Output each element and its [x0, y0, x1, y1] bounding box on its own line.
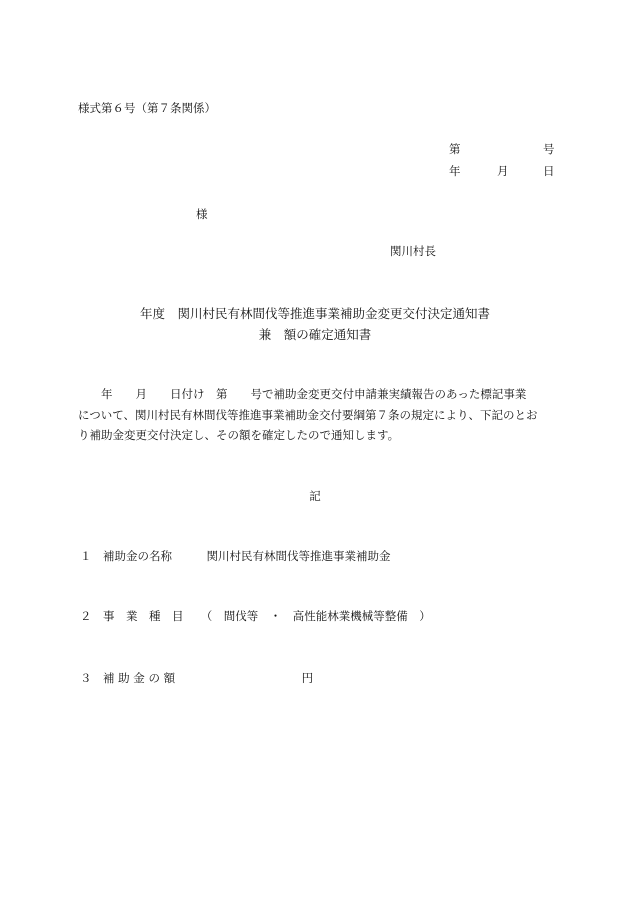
date-month: 月: [497, 164, 509, 178]
date-day: 日: [543, 164, 555, 178]
body-paragraph: [78, 384, 564, 446]
date-year: 年: [449, 164, 461, 178]
item-subsidy-amount: ３ 補 助 金 の 額 円: [80, 671, 314, 685]
body-line-3: り補助金変更交付決定し、その額を確定したので通知します。: [78, 428, 400, 442]
item-subsidy-name: １ 補助金の名称 関川村民有林間伐等推進事業補助金: [80, 549, 391, 563]
form-number: 様式第６号（第７条関係）: [78, 101, 216, 115]
note-heading: 記: [309, 489, 321, 503]
issuer: 関川村長: [390, 244, 436, 258]
document-number-label: 第: [449, 142, 461, 156]
addressee: 様: [196, 207, 208, 221]
body-line-2: について、関川村民有林間伐等推進事業補助金交付要綱第７条の規定により、下記のとお: [78, 407, 538, 422]
document-title-line1: 年度 関川村民有林間伐等推進事業補助金変更交付決定通知書: [139, 306, 490, 321]
item-project-type: ２ 事 業 種 目 （ 間伐等 ・ 高性能林業機械等整備 ）: [80, 609, 431, 623]
document-title-line2: 兼 額の確定通知書: [258, 327, 372, 342]
document-number-suffix: 号: [543, 142, 555, 156]
body-line-1: 年 月 日付け 第 号で補助金変更交付申請兼実績報告のあった標記事業: [78, 387, 527, 401]
